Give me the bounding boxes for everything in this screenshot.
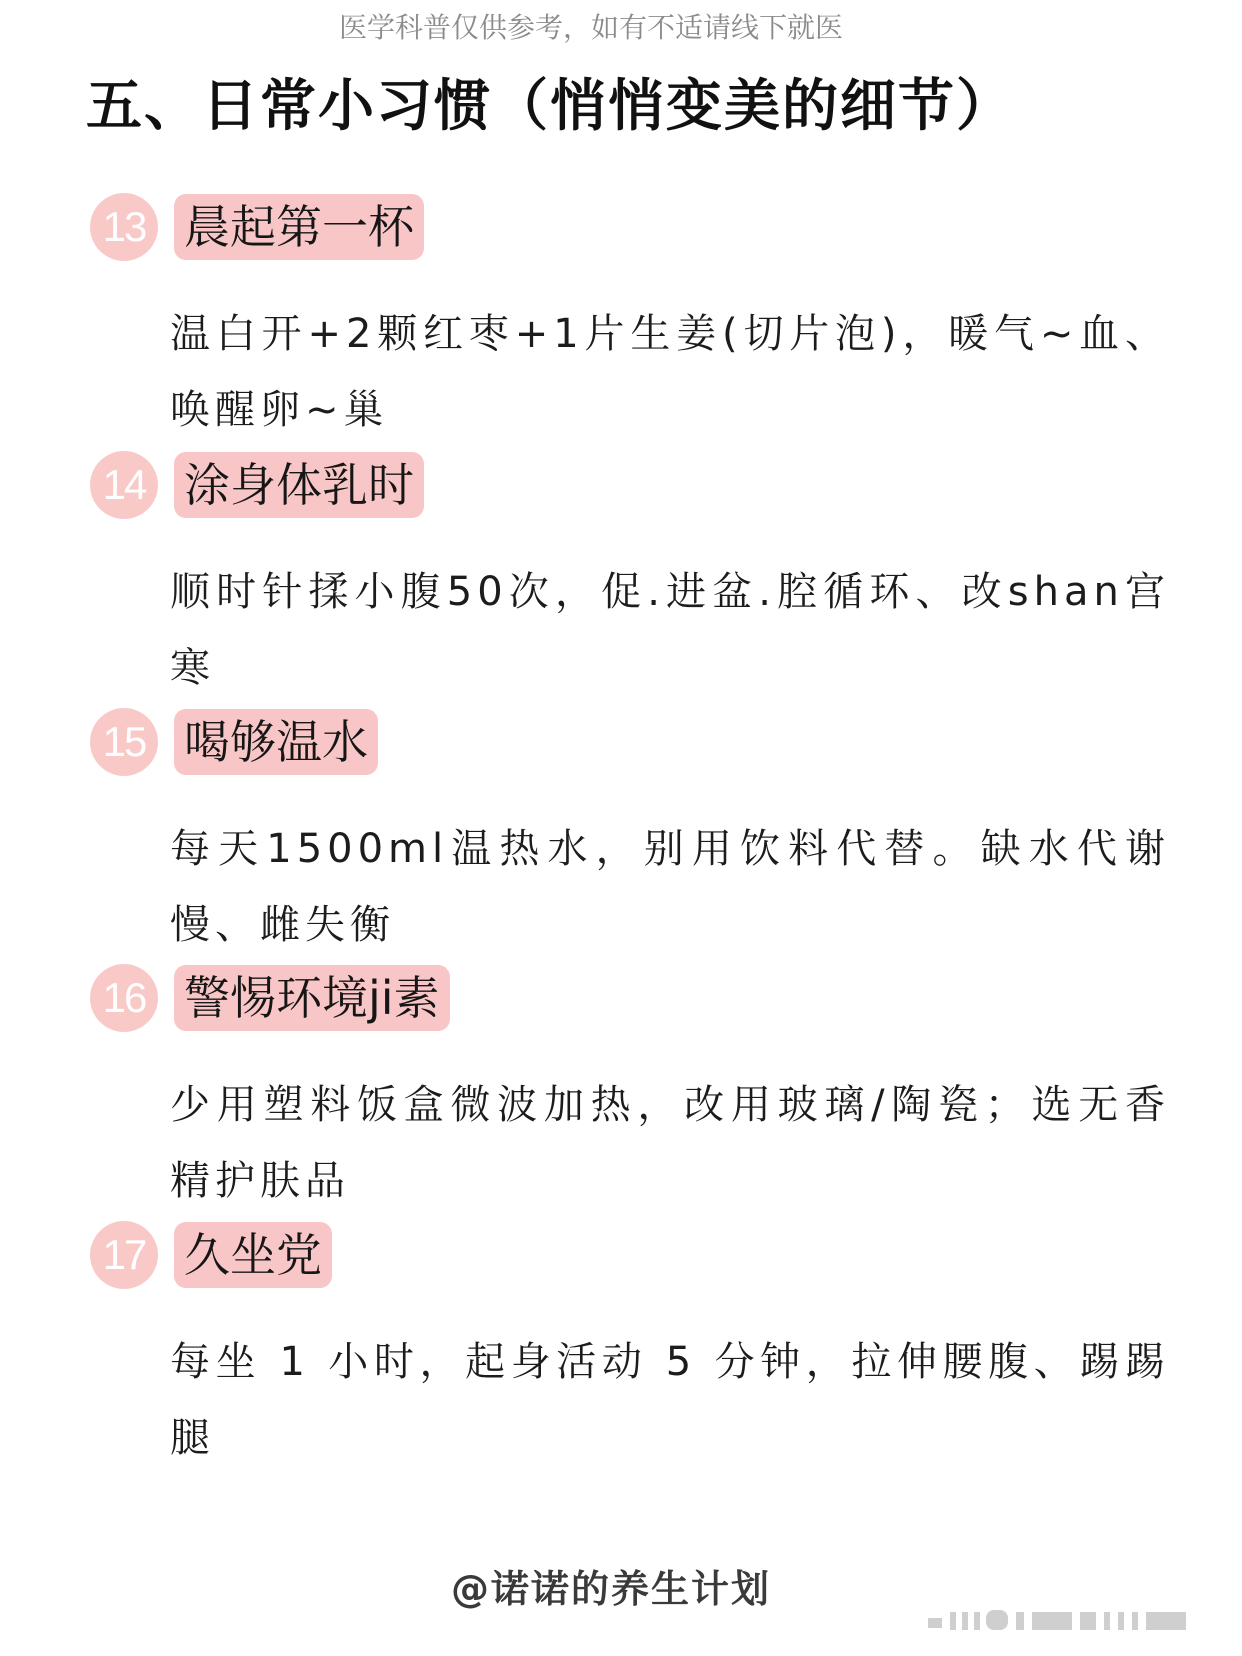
habit-item-15 (90, 707, 1170, 963)
habit-heading: 晨起第一杯 (174, 194, 424, 260)
habit-heading: 久坐党 (174, 1222, 332, 1288)
habit-header (90, 192, 1170, 262)
habit-item-14 (90, 450, 1170, 706)
decorative-bars-watermark (928, 1610, 1228, 1632)
number-badge: 15 (90, 708, 158, 776)
author-handle: @诺诺的养生计划 (450, 1567, 771, 1611)
habit-item-13 (90, 192, 1170, 448)
habit-heading: 涂身体乳时 (174, 452, 424, 518)
habit-description: 顺时针揉小腹50次，促.进盆.腔循环、改shan宫寒 (170, 569, 1170, 691)
number-badge: 17 (90, 1221, 158, 1289)
habit-item-17 (90, 1220, 1170, 1476)
habit-description: 每天1500ml温热水，别用饮料代替。缺水代谢慢、雌失衡 (170, 826, 1170, 948)
habit-header (90, 707, 1170, 777)
habit-description: 少用塑料饭盒微波加热，改用玻璃/陶瓷；选无香精护肤品 (170, 1082, 1170, 1204)
habit-heading: 喝够温水 (174, 709, 378, 775)
number-badge: 14 (90, 451, 158, 519)
habit-description: 温白开+2颗红枣+1片生姜(切片泡)，暖气~血、唤醒卵~巢 (170, 311, 1170, 433)
habit-header (90, 963, 1170, 1033)
number-badge: 13 (90, 193, 158, 261)
habit-heading: 警惕环境ji素 (174, 965, 450, 1031)
habit-description: 每坐 1 小时，起身活动 5 分钟，拉伸腰腹、踢踢腿 (170, 1339, 1170, 1461)
habit-header (90, 1220, 1170, 1290)
page-title: 五、日常小习惯（悄悄变美的细节） (86, 74, 1014, 139)
number-badge: 16 (90, 964, 158, 1032)
habit-header (90, 450, 1170, 520)
disclaimer-text: 医学科普仅供参考，如有不适请线下就医 (338, 11, 843, 44)
habit-item-16 (90, 963, 1170, 1219)
